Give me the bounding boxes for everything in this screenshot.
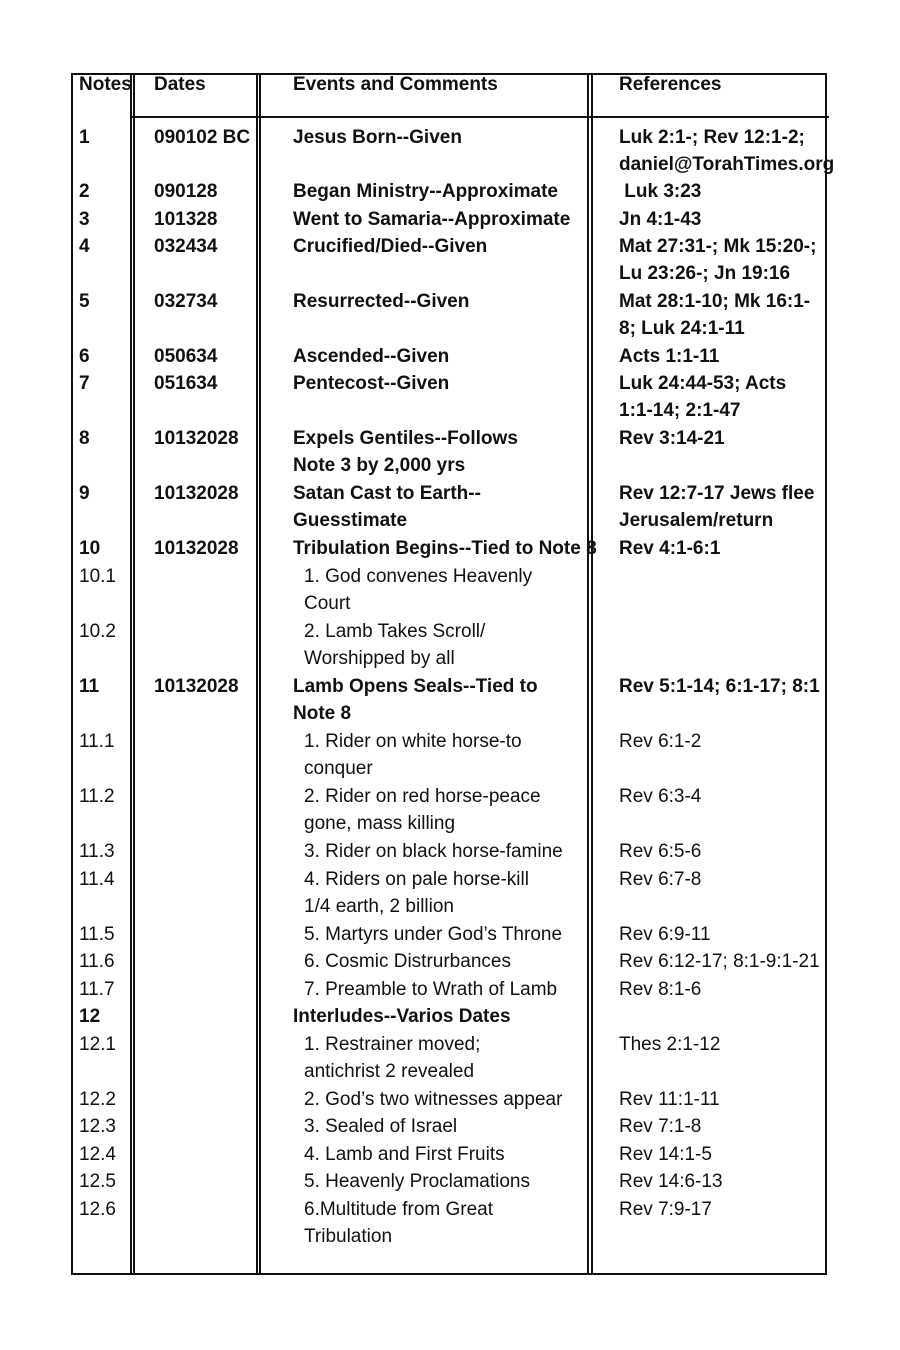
- row-event-line: gone, mass killing: [304, 813, 456, 835]
- row-event-line: Satan Cast to Earth--: [293, 483, 481, 504]
- row-reference-line: Rev 12:7-17 Jews flee: [619, 483, 815, 504]
- row-event-line: 6.Multitude from Great: [304, 1199, 494, 1220]
- row-note: 3: [79, 209, 90, 230]
- row-event-line: 5. Martyrs under God’s Throne: [304, 924, 563, 945]
- row-date: 050634: [154, 346, 218, 367]
- row-note: 11.6: [79, 951, 115, 972]
- row-event-line: Crucified/Died--Given: [293, 236, 488, 257]
- row-event-line: Tribulation Begins--Tied to Note 8: [293, 538, 597, 559]
- row-date: 10132028: [154, 428, 239, 449]
- row-reference-line: Rev 5:1-14; 6:1-17; 8:1: [619, 676, 820, 697]
- row-reference-line: Luk 24:44-53; Acts: [619, 373, 787, 394]
- column-divider-notes: [130, 73, 132, 1275]
- row-reference-line: Luk 3:23: [619, 181, 702, 202]
- row-event-line: Lamb Opens Seals--Tied to: [293, 676, 538, 697]
- row-reference-line: Rev 7:9-17: [619, 1199, 712, 1220]
- row-event-line: 3. Sealed of Israel: [304, 1116, 458, 1137]
- row-reference-line: Rev 6:1-2: [619, 731, 702, 752]
- row-event-line: 7. Preamble to Wrath of Lamb: [304, 979, 558, 1000]
- row-date: 10132028: [154, 676, 239, 697]
- row-date: 051634: [154, 373, 218, 394]
- row-event-line: Began Ministry--Approximate: [293, 181, 558, 202]
- row-event-line: 6. Cosmic Distrurbances: [304, 951, 511, 972]
- row-reference-line: Mat 27:31-; Mk 15:20-;: [619, 236, 817, 257]
- row-event-line: Jesus Born--Given: [293, 127, 462, 148]
- row-note: 11.4: [79, 869, 115, 890]
- row-reference-line: Rev 14:1-5: [619, 1144, 712, 1165]
- row-note: 12.6: [79, 1199, 116, 1220]
- row-event-line: 1. Rider on white horse-to: [304, 731, 522, 752]
- row-note: 4: [79, 236, 90, 257]
- row-note: 1: [79, 127, 90, 148]
- row-event-line: Note 3 by 2,000 yrs: [293, 455, 466, 477]
- row-note: 7: [79, 373, 90, 394]
- header-references: References: [619, 74, 722, 95]
- row-note: 10: [79, 538, 101, 559]
- header-dates: Dates: [154, 74, 206, 95]
- row-date: 090128: [154, 181, 218, 202]
- column-divider-events: [587, 73, 589, 1275]
- row-event-line: antichrist 2 revealed: [304, 1061, 475, 1083]
- column-divider-dates: [256, 73, 258, 1275]
- row-reference-line: Jn 4:1-43: [619, 209, 702, 230]
- row-note: 11.1: [79, 731, 115, 752]
- row-event-line: 2. Rider on red horse-peace: [304, 786, 541, 807]
- row-note: 12: [79, 1006, 101, 1027]
- row-reference-line: 1:1-14; 2:1-47: [619, 400, 741, 422]
- row-note: 12.4: [79, 1144, 116, 1165]
- row-note: 8: [79, 428, 90, 449]
- row-note: 12.3: [79, 1116, 116, 1137]
- row-reference-line: Rev 4:1-6:1: [619, 538, 721, 559]
- row-event-line: 1. Restrainer moved;: [304, 1034, 481, 1055]
- table-left-border: [71, 73, 73, 1275]
- row-date: 032434: [154, 236, 218, 257]
- row-event-line: conquer: [304, 758, 373, 780]
- row-reference-line: Mat 28:1-10; Mk 16:1-: [619, 291, 811, 312]
- row-note: 9: [79, 483, 90, 504]
- row-reference-line: Rev 6:12-17; 8:1-9:1-21: [619, 951, 820, 972]
- table-right-border: [825, 73, 827, 1275]
- row-event-line: Expels Gentiles--Follows: [293, 428, 518, 449]
- row-reference-line: Thes 2:1-12: [619, 1034, 721, 1055]
- row-event-line: Ascended--Given: [293, 346, 450, 367]
- row-reference-line: Acts 1:1-11: [619, 346, 720, 367]
- row-reference-line: Rev 14:6-13: [619, 1171, 723, 1192]
- row-event-line: Went to Samaria--Approximate: [293, 209, 571, 230]
- row-note: 11.2: [79, 786, 115, 807]
- row-note: 12.2: [79, 1089, 116, 1110]
- row-note: 12.1: [79, 1034, 116, 1055]
- row-event-line: Tribulation: [304, 1226, 393, 1248]
- header-divider: [131, 116, 829, 118]
- row-note: 2: [79, 181, 90, 202]
- header-events: Events and Comments: [293, 74, 498, 95]
- row-note: 12.5: [79, 1171, 116, 1192]
- row-event-line: 1. God convenes Heavenly: [304, 566, 533, 587]
- row-reference-line: 8; Luk 24:1-11: [619, 318, 745, 340]
- row-event-line: Pentecost--Given: [293, 373, 450, 394]
- row-note: 5: [79, 291, 90, 312]
- row-reference-line: Rev 7:1-8: [619, 1116, 702, 1137]
- row-reference-line: Rev 6:7-8: [619, 869, 702, 890]
- row-event-line: 4. Lamb and First Fruits: [304, 1144, 505, 1165]
- row-note: 10.1: [79, 566, 116, 587]
- row-date: 10132028: [154, 538, 239, 559]
- row-date: 10132028: [154, 483, 239, 504]
- row-reference-line: Rev 3:14-21: [619, 428, 725, 449]
- row-note: 11.7: [79, 979, 115, 1000]
- row-event-line: Guesstimate: [293, 510, 408, 532]
- row-reference-line: daniel@TorahTimes.org: [619, 154, 835, 176]
- row-event-line: Interludes--Varios Dates: [293, 1006, 511, 1027]
- row-date: 101328: [154, 209, 218, 230]
- row-event-line: 5. Heavenly Proclamations: [304, 1171, 530, 1192]
- column-divider-notes-inner: [133, 73, 135, 1275]
- row-date: 032734: [154, 291, 218, 312]
- row-reference-line: Rev 6:5-6: [619, 841, 702, 862]
- row-event-line: 3. Rider on black horse-famine: [304, 841, 563, 862]
- column-divider-dates-inner: [259, 73, 261, 1275]
- header-notes: Notes: [79, 74, 132, 95]
- row-event-line: 4. Riders on pale horse-kill: [304, 869, 529, 890]
- row-note: 6: [79, 346, 90, 367]
- row-date: 090102 BC: [154, 127, 251, 148]
- row-reference-line: Rev 11:1-11: [619, 1089, 720, 1110]
- row-reference-line: Jerusalem/return: [619, 510, 774, 532]
- row-event-line: Court: [304, 593, 351, 615]
- row-reference-line: Rev 8:1-6: [619, 979, 702, 1000]
- row-note: 10.2: [79, 621, 116, 642]
- row-reference-line: Lu 23:26-; Jn 19:16: [619, 263, 791, 285]
- row-event-line: 2. Lamb Takes Scroll/: [304, 621, 486, 642]
- row-event-line: Note 8: [293, 703, 352, 725]
- row-note: 11.5: [79, 924, 115, 945]
- row-reference-line: Luk 2:1-; Rev 12:1-2;: [619, 127, 805, 148]
- column-divider-events-inner: [591, 73, 593, 1275]
- row-note: 11.3: [79, 841, 115, 862]
- row-reference-line: Rev 6:3-4: [619, 786, 702, 807]
- row-event-line: 1/4 earth, 2 billion: [304, 896, 454, 918]
- row-event-line: 2. God’s two witnesses appear: [304, 1089, 563, 1110]
- row-event-line: Worshipped by all: [304, 648, 455, 670]
- row-event-line: Resurrected--Given: [293, 291, 470, 312]
- row-note: 11: [79, 676, 100, 697]
- row-reference-line: Rev 6:9-11: [619, 924, 711, 945]
- table-bottom-border: [71, 1273, 827, 1275]
